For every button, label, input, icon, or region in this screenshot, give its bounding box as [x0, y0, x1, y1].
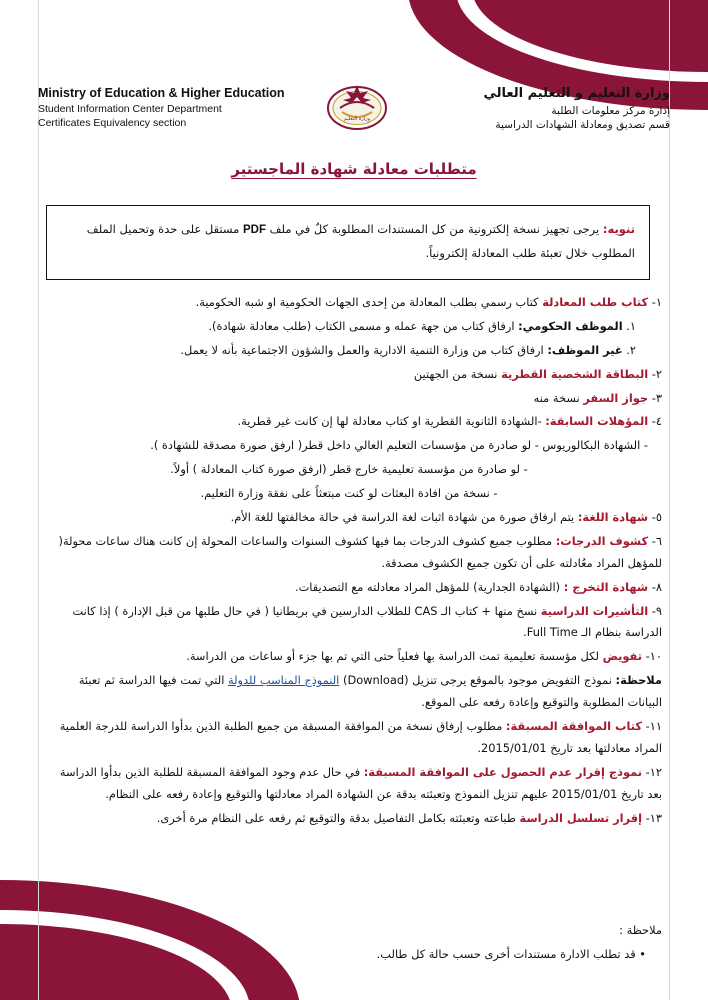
item-text: لكل مؤسسة تعليمية تمت الدراسة بها فعلياً حتى التي تم بها جزء أو ساعات من الدراسة.: [186, 649, 603, 664]
item-text: (الشهادة الجدارية) للمؤهل المراد معادلته مع التصديقات.: [294, 579, 564, 594]
footnotes-header: ملاحظة :: [619, 923, 662, 937]
ministry-name-en: Ministry of Education & Higher Education: [38, 86, 285, 100]
item-text: في حال عدم وجود الموافقة المسبقة للطلبة الذين بدأوا الدراسة بعد تاريخ 2015/01/01 عليهم تنزيل النموذج وتعبئته بدقة عن الشهادة المراد معادلتها والتوقيع وإعادة رفعه على النظام.: [59, 764, 662, 801]
download-form-link[interactable]: النموذج المناسب للدولة: [227, 673, 340, 688]
requirements-list: [50, 292, 662, 831]
section-name-en: Certificates Equivalency section: [38, 117, 187, 129]
item-text: ارفاق كتاب من جهة عمله و مسمى الكتاب (طلب معادلة شهادة).: [208, 318, 519, 333]
item-number: ٣-: [651, 390, 662, 405]
item-number: ١٣-: [645, 810, 662, 825]
list-item: [50, 507, 662, 529]
item-title: تفويض: [602, 649, 642, 664]
item-number: ٤-: [651, 414, 662, 429]
note-text-1: نموذج التفويض موجود بالموقع يرجى تنزيل (Download): [339, 673, 616, 688]
notice-box: [46, 205, 650, 280]
ministry-emblem-icon: [326, 78, 388, 134]
department-name-ar: إدارة مركز معلومات الطلبة: [551, 105, 670, 117]
item-text: نسخة من الجهتين: [413, 366, 502, 381]
notice-text-before: يرجى تجهيز نسخة إلكترونية من كل المستندات المطلوبة كلٌ في ملف: [265, 222, 603, 236]
item-number: ٨-: [651, 579, 662, 594]
list-item: [50, 388, 662, 410]
list-item: [50, 577, 662, 599]
item-title: غير الموظف:: [547, 342, 623, 357]
item-text: مطلوب جميع كشوف الدرجات بما فيها كشوف السنوات والساعات المحولة إن كانت هناك ساعات محولة( للمؤهل المراد معُادلته على أن تكون جميع الكشوف مصدقة.: [58, 533, 662, 570]
item-number: ٢-: [651, 366, 662, 381]
list-item: [50, 364, 662, 386]
section-name-ar: قسم تصديق ومعادلة الشهادات الدراسية: [495, 119, 670, 131]
notice-label: تنويه:: [602, 222, 635, 236]
list-item: [50, 292, 662, 314]
notice-pdf-label: PDF: [242, 224, 266, 236]
item-title: التأشيرات الدراسية: [540, 603, 649, 618]
item-number: ٦-: [651, 533, 662, 548]
item-text: كتاب رسمي بطلب المعادلة من إحدى الجهات الحكومية او شبه الحكومية.: [195, 295, 543, 309]
item-title: شهادة التخرج :: [563, 579, 649, 594]
authorization-note: [50, 670, 662, 714]
item-text: يتم ارفاق صورة من شهادة اثبات لغة الدراسة في حالة مخالفتها للغة الأم.: [230, 510, 578, 525]
list-item: [50, 601, 662, 645]
list-item: [50, 531, 662, 575]
list-item: [50, 411, 662, 433]
item-number: ١٠-: [645, 649, 662, 664]
item-number: ٩-: [651, 603, 662, 618]
department-name-en: Student Information Center Department: [38, 103, 222, 115]
item-title: جواز السفر: [583, 390, 649, 405]
item-title: الموظف الحكومي:: [518, 318, 623, 333]
item-number: ٢.: [626, 342, 636, 357]
footnotes: [50, 920, 662, 965]
item-number: ١١-: [645, 719, 662, 734]
item-text: نسخ منها + كتاب الـ CAS للطلاب الدارسين في بريطانيا ( في حال طلبها من قبل الإدارة ) إذا كانت الدراسة بنظام الـ Full Time.: [72, 603, 662, 640]
footnote-bullet: • قد تطلب الادارة مستندات أخرى حسب حالة كل طالب.: [376, 946, 646, 961]
item-text: طباعته وتعبئته بكامل التفاصيل بدقة والتوقيع ثم رفعه على النظام مرة أخرى.: [156, 810, 520, 825]
item-title: المؤهلات السابقة:: [545, 414, 649, 429]
item-title: إقرار تسلسل الدراسة: [519, 810, 642, 825]
item-number: ١.: [626, 318, 636, 333]
list-item: [50, 340, 662, 362]
header-arabic: [483, 86, 670, 131]
item-text: نسخة منه: [533, 390, 584, 405]
list-item: [50, 762, 662, 806]
item-text: مطلوب إرفاق نسخة من الموافقة المسبقة من جميع الطلبة الذين بدأوا الدراسة للدرجة العلمية المراد معادلتها بعد تاريخ 2015/01/01.: [59, 719, 662, 755]
item-text: ارفاق كتاب من وزارة التنمية الادارية والعمل والشؤون الاجتماعية بأنه لا يعمل.: [180, 342, 548, 357]
note-label: ملاحظة:: [615, 673, 662, 688]
list-item: - الشهادة البكالوريوس - لو صادرة من مؤسسات التعليم العالي داخل قطر( ارفق صورة مصدقة للشهادة ).: [150, 438, 648, 453]
header-english: [38, 86, 285, 129]
item-title: كتاب طلب المعادلة: [542, 295, 649, 309]
list-item: [50, 316, 662, 338]
document-header: [0, 86, 708, 156]
svg-text:وزارة التعليم: وزارة التعليم: [343, 116, 371, 122]
note-text-2: التي تمت فيها الدراسة ثم تعبئة البيانات المطلوبة والتوقيع وإعادة رفعه على الموقع.: [78, 673, 662, 710]
list-item: - لو صادرة من مؤسسة تعليمية خارج قطر (ارفق صورة كتاب المعادلة ) أولاً.: [170, 462, 528, 477]
list-item: [50, 808, 662, 830]
item-title: البطاقة الشخصية القطرية: [501, 366, 649, 381]
item-title: كتاب الموافقة المسبقة:: [505, 719, 642, 734]
list-item: [50, 716, 662, 760]
item-title: نموذج إقرار عدم الحصول على الموافقة المسبقة:: [363, 764, 642, 779]
item-title: كشوف الدرجات:: [555, 533, 649, 548]
item-number: ١٢-: [645, 764, 662, 779]
list-item: - نسخة من افادة البعثات لو كنت مبتعثاً على نفقة وزارة التعليم.: [200, 486, 498, 501]
item-title: شهادة اللغة:: [577, 510, 649, 525]
item-text: -الشهادة الثانوية القطرية او كتاب معادلة لها إن كانت غير قطرية.: [237, 414, 546, 429]
page-title: متطلبات معادلة شهادة الماجستير: [231, 160, 477, 178]
item-number: ١-: [651, 295, 662, 309]
ministry-name-ar: وزارة التعليم و التعليم العالي: [483, 86, 670, 101]
item-number: ٥-: [651, 510, 662, 525]
notice-text-after: مستقل على حدة وتحميل الملف المطلوب خلال تعبئة طلب المعادلة إلكترونياً.: [86, 222, 635, 260]
list-item: [50, 646, 662, 668]
